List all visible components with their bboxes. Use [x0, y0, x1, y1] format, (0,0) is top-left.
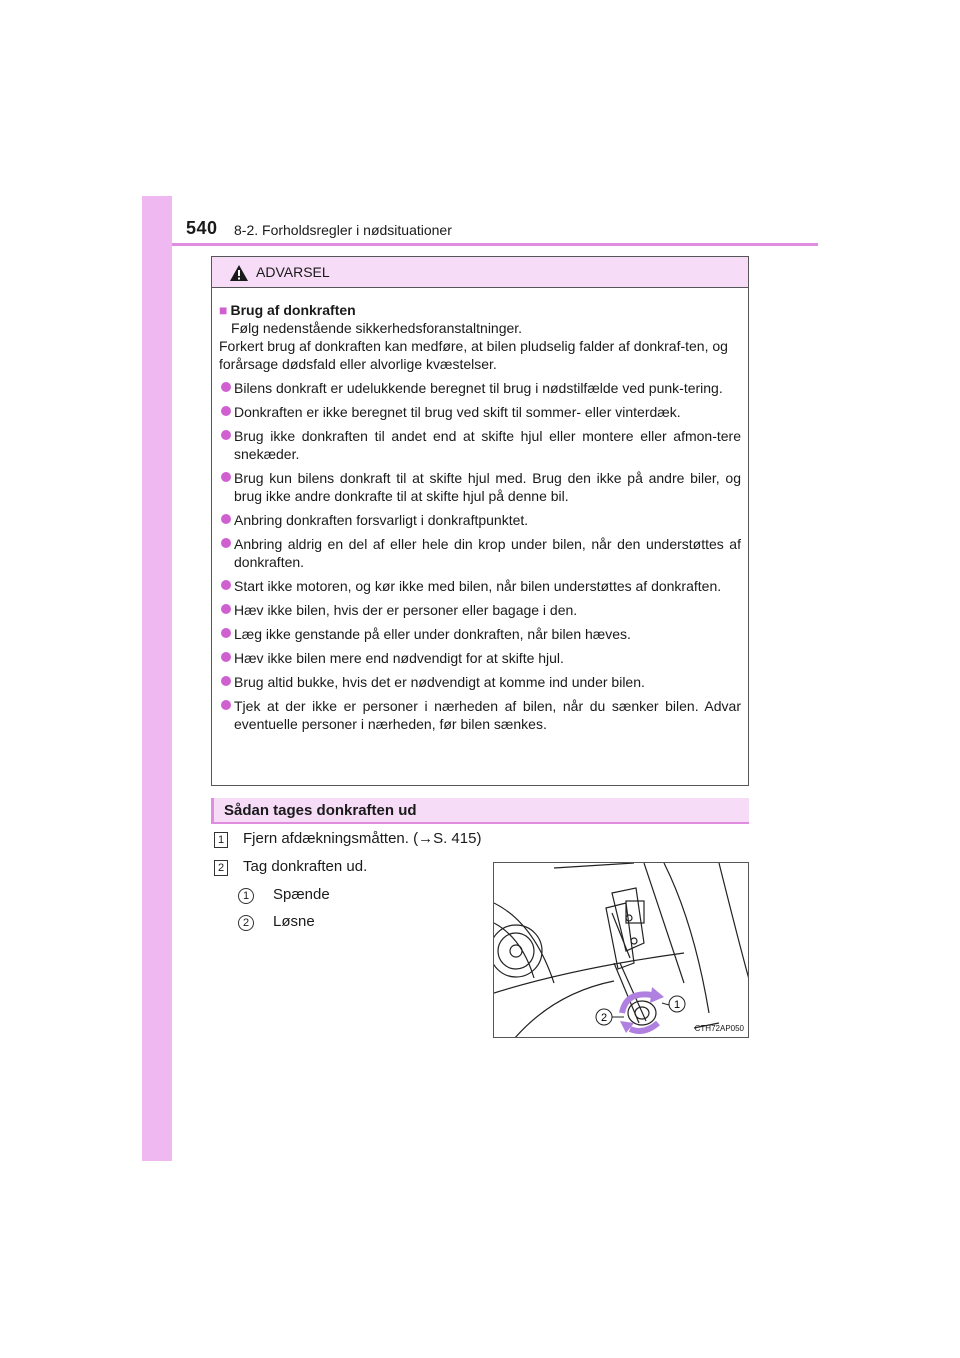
bullet-dot-icon	[219, 469, 234, 482]
page-number: 540	[186, 218, 218, 238]
bullet-dot-icon	[219, 427, 234, 440]
figure-code: CTH72AP050	[694, 1024, 744, 1033]
step-number-2: 2	[214, 860, 228, 876]
howto-title: Sådan tages donkraften ud	[224, 802, 417, 819]
bullet-item: Anbring aldrig en del af eller hele din krop under bilen, når den understøttes af donkraften.	[219, 535, 741, 571]
bullet-item: Læg ikke genstande på eller under donkraften, når bilen hæves.	[219, 625, 741, 643]
bullet-item: Hæv ikke bilen, hvis der er personer eller bagage i den.	[219, 601, 741, 619]
warning-box	[211, 256, 749, 786]
bullet-item: Brug kun bilens donkraft til at skifte hjul med. Brug den ikke på andre biler, og brug ikke andre donkrafte til at skifte hjul på denne bil.	[219, 469, 741, 505]
legend-text-2: Løsne	[273, 913, 315, 930]
bullet-dot-icon	[219, 625, 234, 638]
bullet-item: Anbring donkraften forsvarligt i donkraftpunktet.	[219, 511, 741, 529]
bullet-item: Bilens donkraft er udelukkende beregnet til brug i nødstilfælde ved punk-tering.	[219, 379, 741, 397]
bullet-dot-icon	[219, 649, 234, 662]
warning-intro-2: Forkert brug af donkraften kan medføre, at bilen pludselig falder af donkraf-ten, og forårsage dødsfald eller alvorlige kvæstelser.	[219, 338, 728, 372]
legend-text-1: Spænde	[273, 886, 330, 903]
jack-drawing	[494, 863, 749, 1038]
step-text-1: Fjern afdækningsmåtten. (→S. 415)	[243, 830, 482, 847]
warning-triangle-icon	[229, 264, 249, 282]
bullet-dot-icon	[219, 577, 234, 590]
bullet-dot-icon	[219, 379, 234, 392]
bullet-dot-icon	[219, 403, 234, 416]
legend-number-1: 1	[238, 888, 254, 904]
warning-header	[212, 257, 748, 288]
bullet-item: Hæv ikke bilen mere end nødvendigt for at skifte hjul.	[219, 649, 741, 667]
bullet-item: Brug ikke donkraften til andet end at skifte hjul eller montere eller afmon-tere snekæder.	[219, 427, 741, 463]
bullet-dot-icon	[219, 673, 234, 686]
bullet-dot-icon	[219, 697, 234, 710]
bullet-item: Tjek at der ikke er personer i nærheden af bilen, når du sænker bilen. Advar eventuelle personer i nærheden, før bilen sænkes.	[219, 697, 741, 733]
figure-label-1: 1	[673, 999, 681, 1011]
legend-number-2: 2	[238, 915, 254, 931]
square-bullet-icon: ■	[219, 302, 228, 318]
header-rule	[172, 243, 818, 246]
warning-intro-1: Følg nedenstående sikkerhedsforanstaltninger.	[231, 320, 523, 336]
jack-illustration	[493, 862, 749, 1038]
chapter-side-tab	[142, 196, 172, 1161]
bullet-dot-icon	[219, 601, 234, 614]
bullet-dot-icon	[219, 535, 234, 548]
bullet-dot-icon	[219, 511, 234, 524]
bullet-item: Start ikke motoren, og kør ikke med bilen, når bilen understøttes af donkraften.	[219, 577, 741, 595]
figure-label-2: 2	[600, 1012, 608, 1024]
howto-heading-bar	[211, 798, 749, 824]
step-number-1: 1	[214, 832, 228, 848]
warning-subheading	[219, 301, 741, 319]
bullet-item: Donkraften er ikke beregnet til brug ved skift til sommer- eller vinterdæk.	[219, 403, 741, 421]
warning-title: ADVARSEL	[256, 264, 330, 280]
warning-body	[212, 288, 748, 733]
section-title: 8-2. Forholdsregler i nødsituationer	[234, 222, 452, 238]
warning-subheading-text: Brug af donkraften	[230, 302, 356, 318]
step-text-2: Tag donkraften ud.	[243, 858, 368, 875]
bullet-item: Brug altid bukke, hvis det er nødvendigt at komme ind under bilen.	[219, 673, 741, 691]
